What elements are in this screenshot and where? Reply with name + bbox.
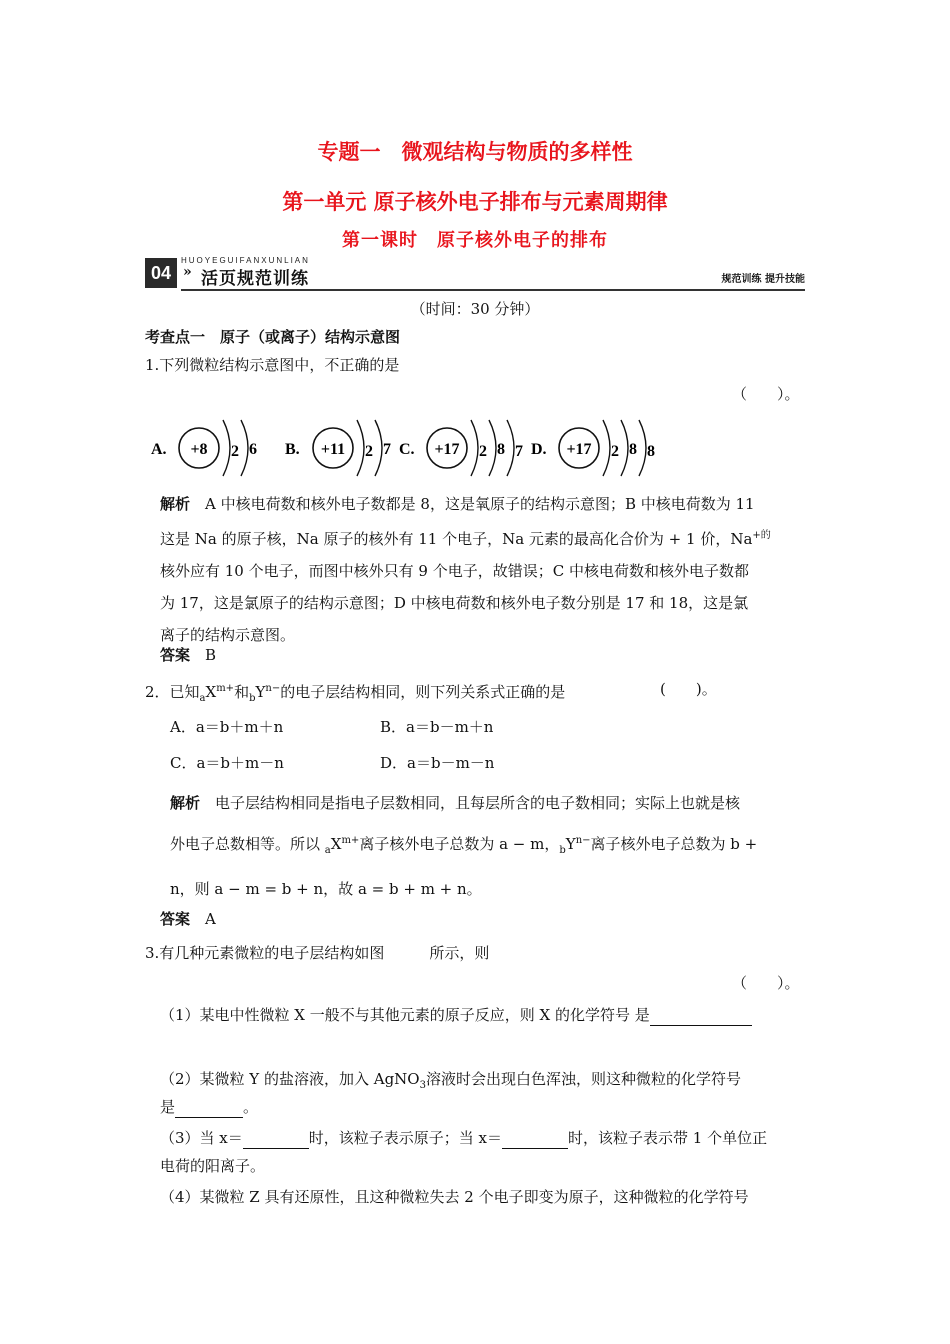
answer-label: 答案 — [160, 646, 191, 664]
stem-text: 和 — [234, 683, 250, 701]
shell-electron-count: 8 — [647, 443, 655, 460]
stem-text: 的电子层结构相同，则下列关系式正确的是 — [280, 683, 566, 701]
subscript: a — [324, 845, 331, 856]
analysis-line: 为 17，这是氯原子的结构示意图；D 中核电荷数和核外电子数分别是 17 和 18，这是氯 — [160, 594, 749, 612]
banner-number-badge: 04 — [145, 258, 177, 288]
analysis-line: 离子核外电子总数为 a − m， — [359, 835, 560, 853]
stem-text: 2．已知 — [145, 683, 200, 701]
answer-blank[interactable] — [502, 1130, 568, 1149]
shell-electron-count: 7 — [515, 443, 523, 460]
banner-slogan: 规范训练 提升技能 — [721, 274, 805, 285]
stem-text: Y — [565, 835, 576, 853]
electron-shell-arc — [357, 420, 364, 476]
diagram-label: C. — [399, 441, 415, 458]
answer-blank[interactable] — [175, 1099, 243, 1118]
nucleus-charge: +17 — [434, 441, 460, 458]
question-3-part-4: （4）某微粒 Z 具有还原性，且这种微粒失去 2 个电子即变为原子，这种微粒的化学符号 — [160, 1188, 749, 1206]
option-d: D．a＝b－m－n — [380, 754, 495, 772]
unit-title: 第一单元 原子核外电子排布与元素周期律 — [282, 189, 668, 214]
nucleus-charge: +11 — [320, 441, 346, 458]
nucleus-charge: +17 — [566, 441, 592, 458]
option-a: A．a＝b＋m＋n — [170, 718, 284, 736]
electron-shell-arc — [639, 420, 646, 476]
shell-electron-count: 2 — [611, 443, 619, 460]
answer-blank[interactable] — [650, 1007, 752, 1026]
subscript: b — [559, 845, 566, 856]
superscript: n− — [575, 835, 591, 846]
question-3-part-1 — [160, 1004, 752, 1026]
diagram-label: B. — [285, 441, 300, 458]
electron-shell-arc — [489, 420, 496, 476]
question-2-analysis — [170, 784, 806, 908]
electron-shell-arc — [603, 420, 610, 476]
subscript: 3 — [419, 1080, 426, 1091]
analysis-line: n，则 a − m = b + n，故 a = b + m + n。 — [170, 880, 482, 898]
lesson-title: 第一课时 原子核外电子的排布 — [342, 230, 608, 251]
analysis-line: 外电子总数相等。所以 — [170, 835, 321, 853]
analysis-line: 离子核外电子总数为 b + — [590, 835, 758, 853]
atomic-structure-diagrams — [145, 408, 665, 488]
question-3-part-3 — [160, 1127, 767, 1149]
question-1-analysis — [160, 488, 806, 651]
stem-text: X — [330, 835, 342, 853]
banner-title: 活页规范训练 — [201, 269, 309, 288]
analysis-line: 电子层结构相同是指电子层数相同，且每层所含的电子数相同；实际上也就是核 — [215, 794, 741, 812]
analysis-line: 核外应有 10 个电子，而图中核外只有 9 个电子，故错误；C 中核电荷数和核外电子数都 — [160, 562, 749, 580]
electron-shell-arc — [471, 420, 478, 476]
shell-electron-count: 7 — [383, 441, 391, 458]
superscript: m+ — [216, 683, 235, 694]
question-3-stem: 3.有几种元素微粒的电子层结构如图 所示，则 — [145, 944, 490, 962]
shell-electron-count: 2 — [479, 443, 487, 460]
analysis-line: 这是 Na 的原子核，Na 原子的核外有 11 个电子，Na 元素的最高化合价为 + 1 价，Na — [160, 530, 753, 548]
stem-text: X — [205, 683, 217, 701]
answer-value: B — [205, 646, 217, 664]
option-b: B．a＝b－m＋n — [380, 718, 494, 736]
section-heading: 考查点一 原子（或离子）结构示意图 — [145, 328, 401, 346]
question-2-answer — [160, 908, 216, 930]
shell-electron-count: 2 — [365, 443, 373, 460]
double-arrow-icon: » — [183, 264, 192, 280]
part-text: （2）某微粒 Y 的盐溶液，加入 AgNO — [160, 1070, 420, 1088]
part-text: 。 — [243, 1098, 259, 1116]
question-2-stem — [145, 678, 565, 710]
analysis-line: 离子的结构示意图。 — [160, 626, 296, 644]
question-1-answer-paren: （ ）。 — [732, 385, 800, 403]
electron-shell-arc — [241, 420, 248, 476]
part-text: （3）当 x＝ — [160, 1129, 243, 1147]
diagram-label: D. — [531, 441, 547, 458]
question-1-stem: 1.下列微粒结构示意图中，不正确的是 — [145, 356, 400, 374]
answer-label: 答案 — [160, 910, 191, 928]
question-3-part-2 — [160, 1068, 741, 1097]
electron-shell-arc — [223, 420, 230, 476]
stem-text: Y — [255, 683, 266, 701]
chapter-title: 专题一 微观结构与物质的多样性 — [317, 139, 633, 164]
banner-rule — [181, 289, 805, 291]
option-c: C．a＝b＋m－n — [170, 754, 284, 772]
time-limit: （时间：30 分钟） — [410, 300, 540, 318]
shell-electron-count: 8 — [497, 441, 505, 458]
question-3-part-2-cont — [160, 1096, 258, 1118]
question-3-part-3-cont: 电荷的阳离子。 — [160, 1157, 266, 1175]
question-2-answer-paren: ( )。 — [660, 680, 717, 698]
part-text: 溶液时会出现白色浑浊，则这种微粒的化学符号 — [425, 1070, 741, 1088]
part-text: （1）某电中性微粒 X 一般不与其他元素的原子反应，则 X 的化学符号 是 — [160, 1006, 650, 1024]
analysis-label: 解析 — [170, 794, 201, 812]
answer-value: A — [205, 910, 216, 928]
superscript: m+ — [341, 835, 360, 846]
exercise-banner — [145, 256, 805, 292]
subscript: a — [199, 693, 206, 704]
subscript: b — [249, 693, 256, 704]
shell-electron-count: 8 — [629, 441, 637, 458]
analysis-label: 解析 — [160, 495, 191, 513]
electron-shell-arc — [621, 420, 628, 476]
shell-electron-count: 6 — [249, 441, 257, 458]
electron-shell-arc — [507, 420, 514, 476]
diagram-label: A. — [151, 441, 167, 458]
nucleus-charge: +8 — [190, 441, 208, 458]
question-3-answer-paren: （ ）。 — [732, 974, 800, 992]
question-1-answer — [160, 644, 216, 666]
answer-blank[interactable] — [243, 1130, 309, 1149]
part-text: 时，该粒子表示原子；当 x＝ — [308, 1129, 503, 1147]
shell-electron-count: 2 — [231, 443, 239, 460]
analysis-line: A 中核电荷数和核外电子数都是 8，这是氧原子的结构示意图；B 中核电荷数为 11 — [205, 495, 755, 513]
electron-shell-arc — [375, 420, 382, 476]
superscript: n− — [265, 683, 281, 694]
na-charge: +的 — [752, 530, 771, 541]
part-text: 是 — [160, 1098, 176, 1116]
banner-pinyin: HUOYEGUIFANXUNLIAN — [181, 256, 310, 265]
part-text: 时，该粒子表示带 1 个单位正 — [568, 1129, 768, 1147]
